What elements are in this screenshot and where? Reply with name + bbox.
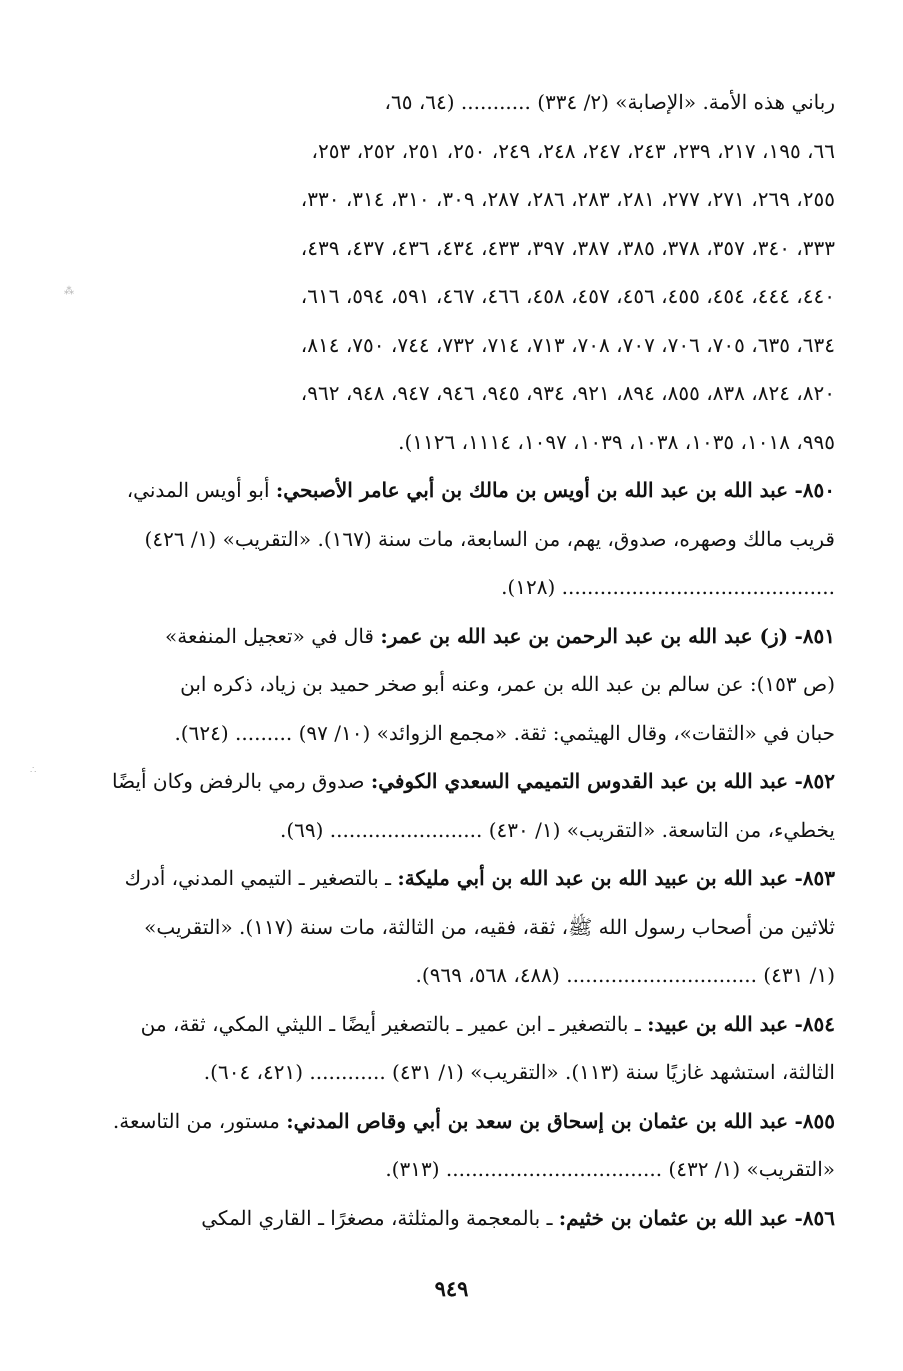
text-line: ٦٦، ١٩٥، ٢١٧، ٢٣٩، ٢٤٣، ٢٤٧، ٢٤٨، ٢٤٩، ٢٥٠، ٢٥١، ٢٥٢، ٢٥٣، [311, 138, 835, 163]
entry-text: أبو أويس المدني، [126, 478, 270, 502]
entry-heading-line [100, 466, 835, 515]
page-body [100, 78, 835, 1242]
text-line: «التقريب» (١/ ٤٣٢) .................................. (٣١٣). [385, 1157, 835, 1181]
text-line: حبان في «الثقات»، وقال الهيثمي: ثقة. «مجمع الزوائد» (١٠/ ٩٧) ......... (٦٢٤). [174, 720, 835, 745]
text-line: ........................................... (١٢٨). [501, 575, 835, 599]
text-line: ثلاثين من أصحاب رسول الله ﷺ، ثقة، فقيه، من الثالثة، مات سنة (١١٧). «التقريب» [144, 914, 835, 939]
entry-name: عبد الله بن عبد القدوس التميمي السعدي الكوفي: [370, 769, 789, 793]
entry-853 [100, 854, 835, 1000]
scan-speck: ∴ [30, 765, 37, 776]
entry-name: عبد الله بن عثمان بن إسحاق بن سعد بن أبي وقاص المدني: [286, 1108, 789, 1133]
entry-851 [100, 612, 835, 758]
entry-heading-line [100, 757, 835, 806]
text-line: ٦٣٤، ٦٣٥، ٧٠٥، ٧٠٦، ٧٠٧، ٧٠٨، ٧١٣، ٧١٤، ٧٣٢، ٧٤٤، ٧٥٠، ٨١٤، [300, 332, 835, 357]
page-number: ٩٤٩ [434, 1276, 469, 1301]
entry-852 [100, 757, 835, 854]
entry-name: (ز) عبد الله بن عبد الرحمن بن عبد الله بن عمر: [380, 623, 789, 648]
entry-number: ٨٥٥- [794, 1108, 835, 1133]
entry-heading-line [100, 1097, 835, 1146]
text-line: يخطيء، من التاسعة. «التقريب» (١/ ٤٣٠) ........................ (٦٩). [279, 817, 835, 842]
entry-text: مستور، من التاسعة. [112, 1108, 280, 1133]
entry-855 [100, 1097, 835, 1194]
text-line: ٤٤٠، ٤٤٤، ٤٥٤، ٤٥٥، ٤٥٦، ٤٥٧، ٤٥٨، ٤٦٦، ٤٦٧، ٥٩١، ٥٩٤، ٦١٦، [300, 284, 835, 308]
entry-heading-line [100, 854, 835, 903]
entry-name: عبد الله بن عبيد الله بن عبد الله بن أبي مليكة: [397, 866, 789, 890]
text-line: رباني هذه الأمة. «الإصابة» (٢/ ٣٣٤) ........... (٦٤، ٦٥، [384, 90, 835, 114]
entry-850 [100, 466, 835, 612]
text-line: (ص ١٥٣): عن سالم بن عبد الله بن عمر، وعنه أبو صخر حميد بن زياد، ذكره ابن [180, 672, 835, 696]
entry-heading-line [100, 1000, 835, 1049]
entry-name: عبد الله بن عبيد: [647, 1011, 789, 1036]
entry-name: عبد الله بن عبد الله بن أويس بن مالك بن أبي عامر الأصبحي: [275, 478, 789, 502]
entry-number: ٨٥٠- [794, 478, 835, 502]
text-line: (١/ ٤٣١) .............................. (٤٨٨، ٥٦٨، ٩٦٩). [415, 963, 835, 987]
entry-number: ٨٥٣- [794, 866, 835, 890]
continuation-block [100, 78, 835, 466]
entry-856 [100, 1194, 835, 1243]
entry-text: صدوق رمي بالرفض وكان أيضًا [111, 769, 365, 793]
text-line: ٩٩٥، ١٠١٨، ١٠٣٥، ١٠٣٨، ١٠٣٩، ١٠٩٧، ١١١٤، ١١٢٦). [398, 429, 835, 454]
entry-text: ـ بالمعجمة والمثلثة، مصغرًا ـ القاري المكي [201, 1205, 553, 1230]
entry-text: ـ بالتصغير ـ ابن عمير ـ بالتصغير أيضًا ـ الليثي المكي، ثقة، من [140, 1011, 641, 1036]
entry-name: عبد الله بن عثمان بن خثيم: [558, 1205, 789, 1230]
scan-speck: ⁂ [64, 286, 74, 297]
text-line: قريب مالك وصهره، صدوق، يهم، من السابعة، مات سنة (١٦٧). «التقريب» (١/ ٤٢٦) [144, 526, 835, 551]
entry-text: ـ بالتصغير ـ التيمي المدني، أدرك [124, 866, 391, 890]
entry-number: ٨٥٦- [794, 1205, 835, 1230]
entry-heading-line [100, 1194, 835, 1243]
text-line: ٢٥٥، ٢٦٩، ٢٧١، ٢٧٧، ٢٨١، ٢٨٣، ٢٨٦، ٢٨٧، ٣٠٩، ٣١٠، ٣١٤، ٣٣٠، [300, 187, 835, 211]
text-line: ٨٢٠، ٨٢٤، ٨٣٨، ٨٥٥، ٨٩٤، ٩٢١، ٩٣٤، ٩٤٥، ٩٤٦، ٩٤٧، ٩٤٨، ٩٦٢، [300, 381, 835, 405]
entry-number: ٨٥٢- [794, 769, 835, 793]
text-line: الثالثة، استشهد غازيًا سنة (١١٣). «التقريب» (١/ ٤٣١) ............ (٤٢١، ٦٠٤). [203, 1060, 835, 1084]
entry-text: قال في «تعجيل المنفعة» [164, 623, 374, 648]
entry-number: ٨٥٤- [794, 1011, 835, 1036]
entry-number: ٨٥١- [794, 623, 835, 648]
text-line: ٣٣٣، ٣٤٠، ٣٥٧، ٣٧٨، ٣٨٥، ٣٨٧، ٣٩٧، ٤٣٣، ٤٣٤، ٤٣٦، ٤٣٧، ٤٣٩، [300, 235, 835, 260]
entry-heading-line [100, 612, 835, 661]
entry-854 [100, 1000, 835, 1097]
